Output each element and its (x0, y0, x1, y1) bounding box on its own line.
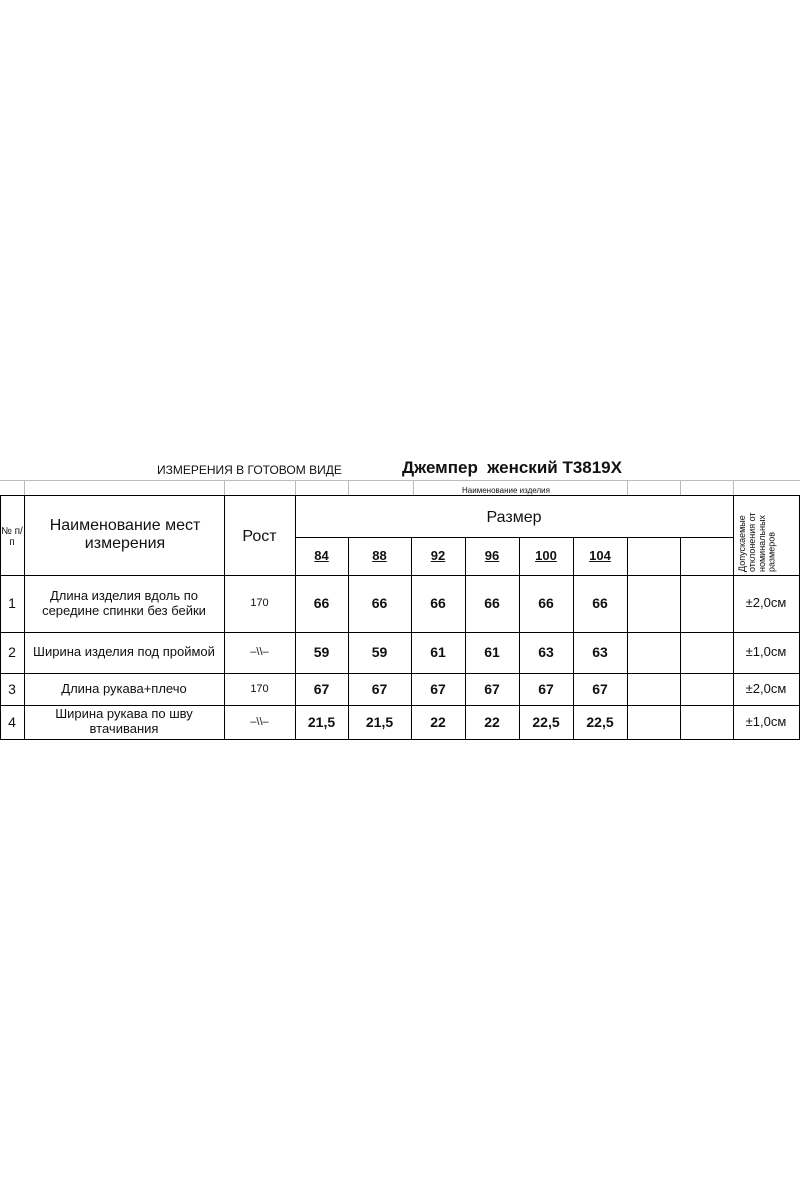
row-3-value-88: 67 (371, 680, 388, 697)
row-3-name: Длина рукава+плечо (61, 680, 187, 696)
measurement-sheet (0, 455, 800, 740)
row-3-height: 170 (250, 682, 269, 695)
column-header-number: № п/п (1, 525, 23, 548)
row-2-value-100: 63 (538, 644, 554, 661)
row-4-value-84: 21,5 (307, 713, 336, 730)
row-3-value-96: 67 (484, 680, 500, 697)
row-2-value-96: 61 (484, 644, 500, 661)
size-header-empty-1 (627, 537, 680, 575)
row-4-value-96: 22 (484, 713, 500, 730)
row-1-name: Длина изделия вдоль по середине спинки без бейки (42, 587, 206, 618)
size-header-100: 100 (535, 547, 557, 563)
column-header-height: Рост (242, 527, 277, 545)
column-header-tolerance: Допускаемые отклонения от номинальных размеров (737, 512, 777, 572)
row-1-value-88: 66 (371, 595, 388, 612)
product-title: Джемпер женский Т3819Х (402, 458, 622, 477)
row-3-tolerance: ±2,0см (745, 680, 787, 696)
size-header-96: 96 (484, 547, 500, 563)
row-1-number: 1 (8, 595, 16, 612)
section-title: ИЗМЕРЕНИЯ В ГОТОВОМ ВИДЕ (157, 463, 342, 477)
row-3-value-92: 67 (430, 680, 446, 697)
row-3-value-84: 67 (313, 680, 330, 697)
row-2-height: –\\– (250, 646, 269, 659)
row-4-value-104: 22,5 (586, 713, 614, 730)
row-1-value-84: 66 (313, 595, 330, 612)
row-2-value-88: 59 (371, 644, 388, 661)
row-2-tolerance: ±1,0см (745, 644, 787, 660)
size-header-104: 104 (589, 547, 611, 563)
row-3-value-104: 67 (592, 680, 608, 697)
size-header-84: 84 (314, 547, 329, 563)
column-header-size: Размер (486, 508, 542, 526)
row-4-value-88: 21,5 (365, 713, 394, 730)
row-4-value-92: 22 (430, 713, 446, 730)
size-header-88: 88 (372, 547, 387, 563)
row-3-value-100: 67 (538, 680, 554, 697)
row-2-value-92: 61 (430, 644, 446, 661)
row-4-value-100: 22,5 (532, 713, 560, 730)
column-header-name: Наименование мест измерения (49, 516, 201, 552)
row-2-number: 2 (8, 644, 16, 661)
row-1-value-96: 66 (484, 595, 500, 612)
row-1-value-92: 66 (430, 595, 446, 612)
row-4-name: Ширина рукава по шву втачивания (55, 706, 193, 736)
row-4-tolerance: ±1,0см (745, 713, 787, 729)
row-2-value-104: 63 (592, 644, 608, 661)
row-4-height: –\\– (250, 715, 269, 728)
row-1-height: 170 (250, 597, 269, 610)
row-3-number: 3 (8, 680, 16, 697)
row-2-value-84: 59 (313, 644, 330, 661)
row-2-name: Ширина изделия под проймой (33, 644, 215, 660)
row-1-tolerance: ±2,0см (745, 595, 787, 611)
row-1-value-100: 66 (538, 595, 554, 612)
row-4-number: 4 (8, 713, 16, 730)
product-caption: Наименование изделия (462, 486, 550, 495)
size-header-92: 92 (430, 547, 446, 563)
size-header-empty-2 (680, 537, 733, 575)
row-1-value-104: 66 (592, 595, 608, 612)
